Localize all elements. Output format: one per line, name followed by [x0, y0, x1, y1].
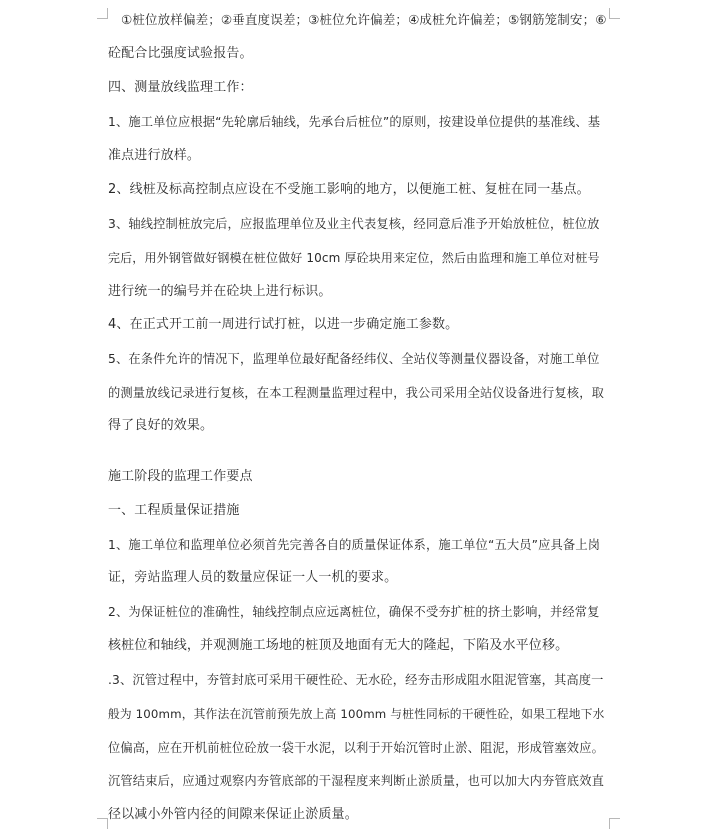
- page-corner-mark: [609, 8, 620, 19]
- paragraph-line: 完后，用外钢管做好钢模在桩位做好 10cm 厚砼块用来定位，然后由监理和施工单位对桩号: [108, 251, 600, 265]
- paragraph-line: 准点进行放样。: [108, 148, 201, 163]
- paragraph-line: .3、沉管过程中，夯管封底可采用干硬性砼、无水砼，经夯击形成阻水阻泥管塞，其高度一: [108, 673, 604, 687]
- paragraph-line: 3、轴线控制桩放完后，应报监理单位及业主代表复核，经同意后准予开始放桩位，桩位放: [108, 217, 600, 231]
- paragraph-line: 核桩位和轴线，并观测施工场地的桩顶及地面有无大的隆起，下陷及水平位移。: [108, 638, 569, 653]
- paragraph-line: 沉管结束后，应通过观察内夯管底部的干湿程度来判断止淤质量，也可以加大内夯管底效直: [108, 774, 604, 788]
- paragraph-line: 1、施工单位应根据“先轮廓后轴线，先承台后桩位”的原则，按建设单位提供的基准线、基: [108, 115, 601, 129]
- section-heading: 施工阶段的监理工作要点: [108, 469, 253, 484]
- section-heading: 一、工程质量保证措施: [108, 503, 240, 518]
- paragraph-line: 的测量放线记录进行复核，在本工程测量监理过程中，我公司采用全站仪设备进行复核，取: [108, 386, 604, 400]
- paragraph-line: 得了良好的效果。: [108, 418, 214, 433]
- section-heading: 四、测量放线监理工作：: [108, 80, 253, 95]
- paragraph-line: 2、线桩及标高控制点应设在不受施工影响的地方，以便施工桩、复桩在同一基点。: [108, 182, 590, 197]
- paragraph-line: 径以减小外管内径的间隙来保证止淤质量。: [108, 807, 358, 822]
- paragraph-line: 2、为保证桩位的准确性，轴线控制点应远离桩位，确保不受夯扩桩的挤土影响，并经常复: [108, 605, 600, 619]
- paragraph-line: 证，旁站监理人员的数量应保证一人一机的要求。: [108, 570, 398, 585]
- page-corner-mark: [97, 8, 108, 19]
- paragraph-line: 般为 100mm，其作法在沉管前预先放上高 100mm 与桩性同标的干硬性砼，如果工程地下水: [108, 707, 605, 721]
- paragraph-line: 4、在正式开工前一周进行试打桩，以进一步确定施工参数。: [108, 317, 459, 332]
- paragraph-line: 1、施工单位和监理单位必须首先完善各自的质量保证体系，施工单位“五大员”应具备上岗: [108, 538, 601, 552]
- page-corner-mark: [609, 818, 620, 829]
- paragraph-line: 进行统一的编号并在砼块上进行标识。: [108, 284, 332, 299]
- paragraph-line: 砼配合比强度试验报告。: [108, 46, 253, 61]
- paragraph-line: 5、在条件允许的情况下，监理单位最好配备经纬仪、全站仪等测量仪器设备，对施工单位: [108, 352, 600, 366]
- paragraph-line: ①桩位放样偏差；②垂直度误差；③桩位允许偏差；④成桩允许偏差；⑤钢筋笼制安；⑥: [121, 12, 607, 27]
- paragraph-line: 位偏高，应在开机前桩位砼放一袋干水泥，以利于开始沉管时止淤、阻泥，形成管塞效应。: [108, 741, 604, 755]
- page-corner-mark: [97, 818, 108, 829]
